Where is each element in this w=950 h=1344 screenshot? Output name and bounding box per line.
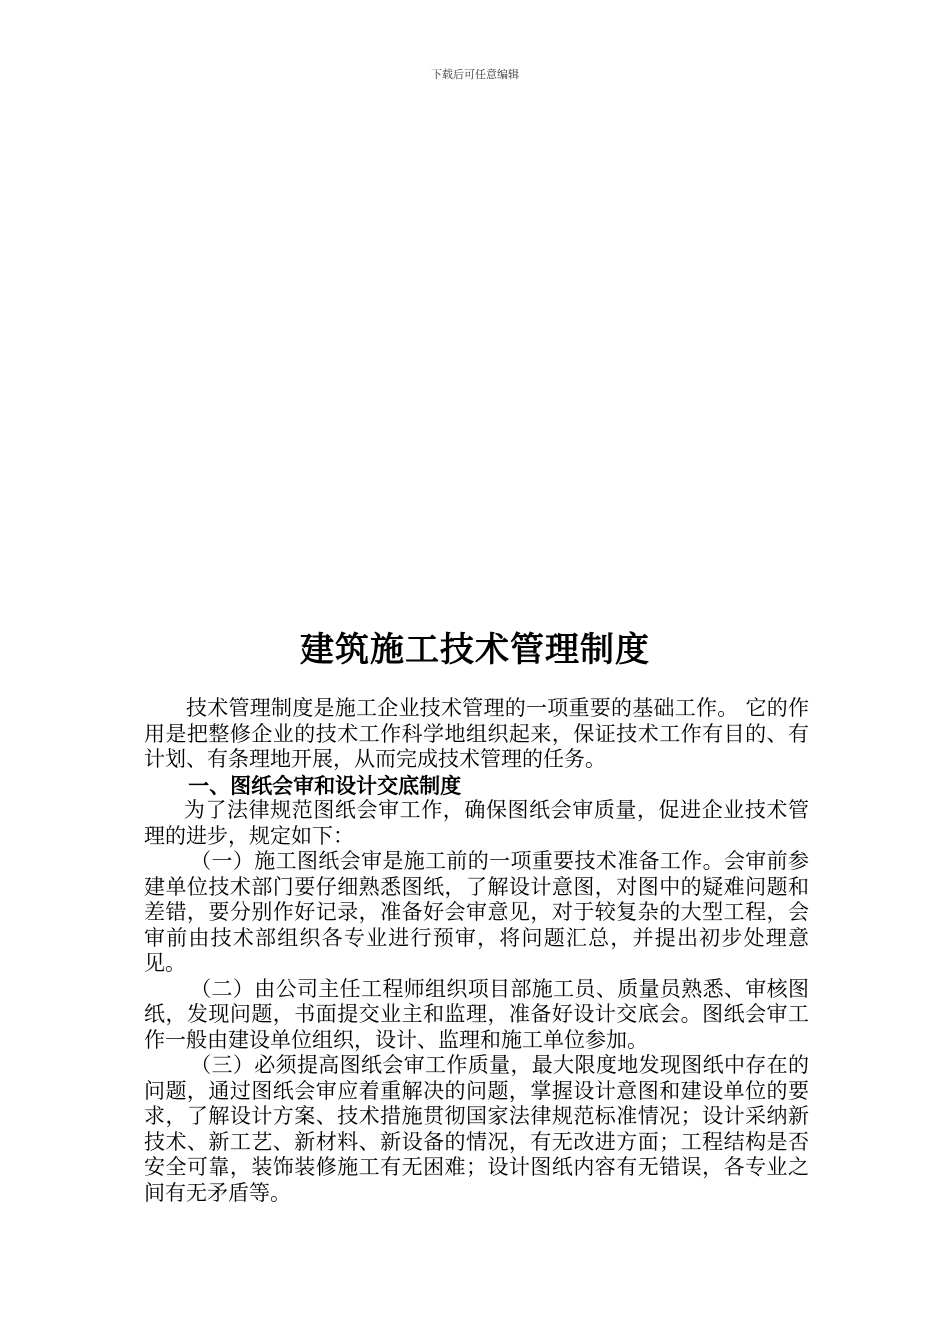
document-title: 建筑施工技术管理制度 xyxy=(300,630,650,670)
section-item-3: （三）必须提高图纸会审工作质量，最大限度地发现图纸中存在的问题，通过图纸会审应着重解决的问题，掌握设计意图和建设单位的要求，了解设计方案、技术措施贯彻国家法律规范标准情况；设计采纳新技术、新工艺、新材料、新设备的情况，有无改进方面；工程结构是否安全可靠，装饰装修施工有无困难；设计图纸内容有无错误，各专业之间有无矛盾等。 xyxy=(144,1053,809,1205)
section-lead-paragraph: 为了法律规范图纸会审工作，确保图纸会审质量，促进企业技术管理的进步，规定如下： xyxy=(144,798,809,848)
page-header-note: 下载后可任意编辑 xyxy=(431,68,519,81)
intro-paragraph: 技术管理制度是施工企业技术管理的一项重要的基础工作。 它的作用是把整修企业的技术工作科学地组织起来，保证技术工作有目的、有计划、有条理地开展，从而完成技术管理的任务。 xyxy=(144,696,809,771)
section-item-2: （二）由公司主任工程师组织项目部施工员、质量员熟悉、审核图纸，发现问题，书面提交业主和监理，准备好设计交底会。图纸会审工作一般由建设单位组织，设计、监理和施工单位参加。 xyxy=(144,976,809,1052)
document-body xyxy=(144,696,809,1206)
section-item-1: （一）施工图纸会审是施工前的一项重要技术准备工作。会审前参建单位技术部门要仔细熟悉图纸，了解设计意图，对图中的疑难问题和差错，要分别作好记录，准备好会审意见，对于较复杂的大型工程，会审前由技术部组织各专业进行预审，将问题汇总，并提出初步处理意见。 xyxy=(144,849,809,975)
section-heading: 一、图纸会审和设计交底制度 xyxy=(188,772,462,798)
